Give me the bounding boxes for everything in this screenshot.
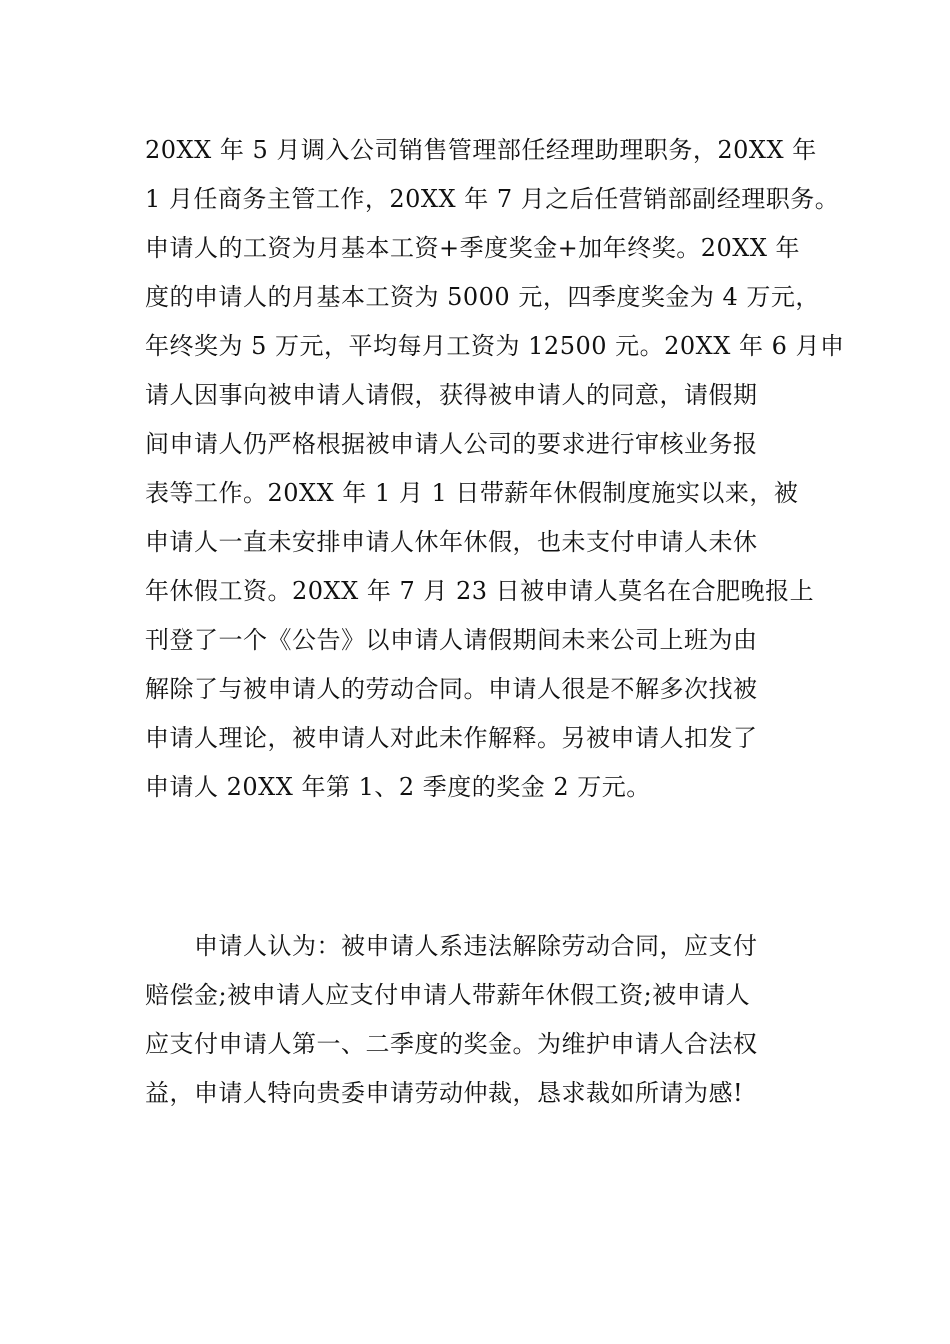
- paragraph-line: 申请人认为：被申请人系违法解除劳动合同，应支付: [145, 932, 758, 960]
- paragraph-line: 1 月任商务主管工作，20XX 年 7 月之后任营销部副经理职务。: [145, 185, 840, 213]
- paragraph-line: 赔偿金;被申请人应支付申请人带薪年休假工资;被申请人: [145, 981, 751, 1009]
- paragraph-claims: [145, 922, 825, 1118]
- paragraph-line: 申请人 20XX 年第 1、2 季度的奖金 2 万元。: [145, 773, 651, 801]
- paragraph-line: 20XX 年 5 月调入公司销售管理部任经理助理职务，20XX 年: [145, 136, 817, 164]
- paragraph-line: 益，申请人特向贵委申请劳动仲裁，恳求裁如所请为感!: [145, 1079, 744, 1107]
- paragraph-line: 请人因事向被申请人请假，获得被申请人的同意，请假期: [145, 381, 758, 409]
- paragraph-line: 年休假工资。20XX 年 7 月 23 日被申请人莫名在合肥晚报上: [145, 577, 815, 605]
- paragraph-line: 间申请人仍严格根据被申请人公司的要求进行审核业务报: [145, 430, 758, 458]
- paragraph-line: 度的申请人的月基本工资为 5000 元，四季度奖金为 4 万元，: [145, 283, 820, 311]
- paragraph-line: 刊登了一个《公告》以申请人请假期间未来公司上班为由: [145, 626, 758, 654]
- paragraph-facts: [145, 126, 845, 812]
- paragraph-line: 年终奖为 5 万元，平均每月工资为 12500 元。20XX 年 6 月申: [145, 332, 845, 360]
- paragraph-line: 应支付申请人第一、二季度的奖金。为维护申请人合法权: [145, 1030, 758, 1058]
- paragraph-line: 申请人理论，被申请人对此未作解释。另被申请人扣发了: [145, 724, 758, 752]
- paragraph-line: 申请人一直未安排申请人休年休假，也未支付申请人未休: [145, 528, 758, 556]
- paragraph-line: 解除了与被申请人的劳动合同。申请人很是不解多次找被: [145, 675, 758, 703]
- paragraph-line: 表等工作。20XX 年 1 月 1 日带薪年休假制度施实以来，被: [145, 479, 799, 507]
- paragraph-line: 申请人的工资为月基本工资+季度奖金+加年终奖。20XX 年: [145, 234, 801, 262]
